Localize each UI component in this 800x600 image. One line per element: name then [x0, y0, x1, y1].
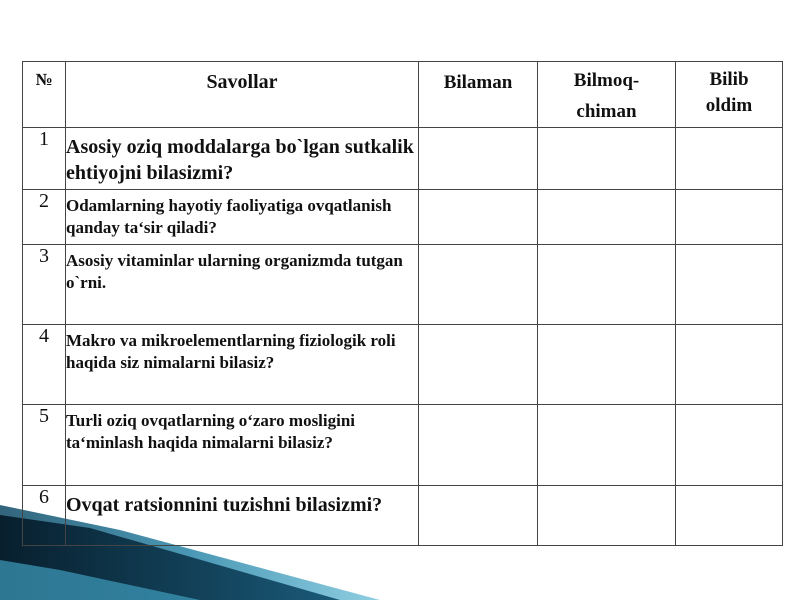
- question-text: Makro va mikroelementlarning fiziologik roli haqida siz nimalarni bilasiz?: [66, 325, 419, 405]
- header-questions: Savollar: [66, 62, 419, 128]
- table-row: [23, 128, 783, 190]
- header-dont-know-line1: Bilmoq-: [573, 70, 640, 91]
- answer-cell-learned[interactable]: [676, 486, 783, 546]
- table-row: [23, 325, 783, 405]
- header-know: Bilaman: [419, 62, 538, 128]
- table-row: [23, 190, 783, 245]
- answer-cell-dont-know[interactable]: [538, 405, 676, 486]
- answer-cell-know[interactable]: [419, 245, 538, 325]
- header-dont-know: [538, 62, 676, 128]
- table-row: [23, 245, 783, 325]
- answer-cell-know[interactable]: [419, 405, 538, 486]
- row-number: 4: [23, 325, 66, 405]
- kwl-table: [22, 61, 783, 546]
- header-learned-line2: oldim: [705, 95, 753, 116]
- answer-cell-know[interactable]: [419, 325, 538, 405]
- row-number: 6: [23, 486, 66, 546]
- table-row: [23, 486, 783, 546]
- answer-cell-learned[interactable]: [676, 405, 783, 486]
- answer-cell-learned[interactable]: [676, 128, 783, 190]
- header-learned: [676, 62, 783, 128]
- answer-cell-dont-know[interactable]: [538, 486, 676, 546]
- row-number: 1: [23, 128, 66, 190]
- answer-cell-dont-know[interactable]: [538, 325, 676, 405]
- table-row: [23, 405, 783, 486]
- header-row: [23, 62, 783, 128]
- answer-cell-know[interactable]: [419, 486, 538, 546]
- question-text: Turli oziq ovqatlarning o‘zaro mosligini ta‘minlash haqida nimalarni bilasiz?: [66, 405, 419, 486]
- answer-cell-dont-know[interactable]: [538, 245, 676, 325]
- answer-cell-dont-know[interactable]: [538, 190, 676, 245]
- question-text: Asosiy vitaminlar ularning organizmda tutgan o`rni.: [66, 245, 419, 325]
- header-learned-line1: Bilib: [709, 69, 749, 90]
- answer-cell-know[interactable]: [419, 128, 538, 190]
- question-text: Asosiy oziq moddalarga bo`lgan sutkalik ehtiyojni bilasizmi?: [66, 128, 419, 190]
- row-number: 5: [23, 405, 66, 486]
- row-number: 2: [23, 190, 66, 245]
- answer-cell-learned[interactable]: [676, 325, 783, 405]
- header-number: №: [23, 62, 66, 128]
- answer-cell-dont-know[interactable]: [538, 128, 676, 190]
- question-text: Odamlarning hayotiy faoliyatiga ovqatlanish qanday ta‘sir qiladi?: [66, 190, 419, 245]
- answer-cell-learned[interactable]: [676, 245, 783, 325]
- row-number: 3: [23, 245, 66, 325]
- question-text: Ovqat ratsionnini tuzishni bilasizmi?: [66, 486, 419, 546]
- header-dont-know-line2: chiman: [576, 101, 637, 122]
- answer-cell-learned[interactable]: [676, 190, 783, 245]
- answer-cell-know[interactable]: [419, 190, 538, 245]
